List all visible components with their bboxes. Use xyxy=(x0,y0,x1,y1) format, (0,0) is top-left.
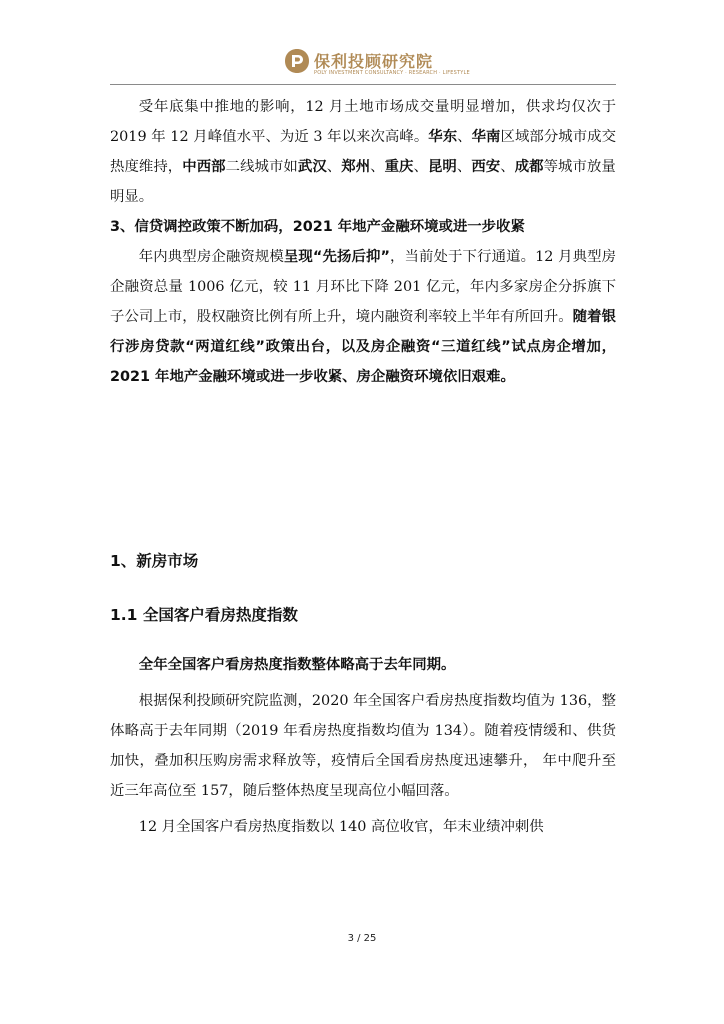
logo xyxy=(284,48,484,80)
bold-city: 成都 xyxy=(514,159,544,175)
logo-text-en: POLY INVESTMENT CONSULTANCY · RESEARCH · LIFESTYLE xyxy=(314,70,470,76)
page-number: 3 / 25 xyxy=(347,933,377,944)
text-span: 受年底集中推地的影响，12 月土地市场成交量明显增加，供求均仅次于 2019 年 12 月峰值水平、为近 3 年以来次高峰。 xyxy=(110,99,616,145)
poly-logo-icon xyxy=(284,48,310,74)
text-span: ，当前处于下行通道。12 月典型房企融资总量 1006 亿元，较 11 月环比下降 201 亿元，年内多家房企分拆旗下子公司上市，股权融资比例有所上升，境内融资利率较上半年有所回升。 xyxy=(110,249,616,325)
bold-region: 华东 xyxy=(428,129,458,145)
text-span: 、 xyxy=(413,159,428,175)
text-span: 二线城市如 xyxy=(225,159,298,175)
page-content xyxy=(110,92,616,392)
bold-city: 昆明 xyxy=(427,159,457,175)
summary-line: 全年全国客户看房热度指数整体略高于去年同期。 xyxy=(138,657,456,673)
page-content-lower xyxy=(110,650,616,842)
text-span: 等城市放量明显。 xyxy=(110,159,616,205)
bold-conclusion: 随着银行涉房贷款“两道红线”政策出台，以及房企融资“三道红线”试点房企增加，2021 年地产金融环境或进一步收紧、房企融资环境依旧艰难。 xyxy=(110,309,616,385)
text-span: 、 xyxy=(370,159,385,175)
text-span: 区域部分城市成交热度维持， xyxy=(110,129,616,175)
subsection-heading-viewing-index: 1.1 全国客户看房热度指数 xyxy=(110,606,298,624)
text-span: 、 xyxy=(326,159,342,175)
bold-city: 郑州 xyxy=(341,159,371,175)
paragraph-december-index: 12 月全国客户看房热度指数以 140 高位收官，年末业绩冲刺供 xyxy=(138,819,544,835)
logo-text-cn: 保利投顾研究院 xyxy=(314,52,434,71)
text-span: 、 xyxy=(500,159,515,175)
paragraph-financing xyxy=(110,242,616,392)
text-span: 、 xyxy=(457,129,472,145)
page-header xyxy=(110,40,616,85)
paragraph-viewing-index: 根据保利投顾研究院监测，2020 年全国客户看房热度指数均值为 136，整体略高于去年同期（2019 年看房热度指数均值为 134）。随着疫情缓和、供货加快，叠加积压购房需求释放等，疫情后全国看房热度迅速攀升， 年中爬升至近三年高位至 157，随后整体热度呈现高位小幅回落。 xyxy=(110,693,616,799)
section-heading-new-housing: 1、新房市场 xyxy=(110,552,199,570)
bold-phrase: 呈现“先扬后抑” xyxy=(283,249,390,265)
text-span: 年内典型房企融资规模 xyxy=(138,249,284,265)
text-span: 、 xyxy=(456,159,472,175)
bold-city: 西安 xyxy=(471,159,501,175)
bold-region: 中西部 xyxy=(182,159,226,175)
bold-region: 华南 xyxy=(471,129,501,145)
bold-city: 重庆 xyxy=(384,159,414,175)
heading-credit-policy: 3、信贷调控政策不断加码，2021 年地产金融环境或进一步收紧 xyxy=(110,219,525,235)
paragraph-land-market xyxy=(110,92,616,212)
bold-city: 武汉 xyxy=(297,159,327,175)
